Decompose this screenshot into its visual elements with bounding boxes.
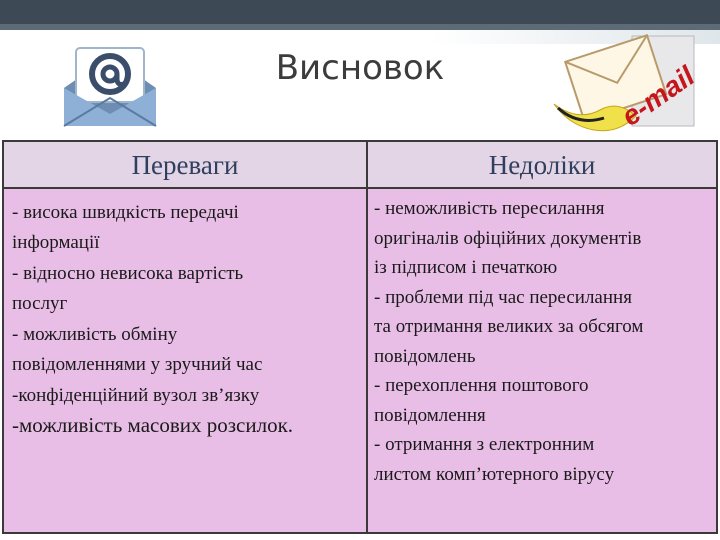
advantages-cell	[12, 198, 362, 440]
disadvantage-line: - проблеми під час пересилання	[374, 286, 632, 308]
disadvantage-line: оригіналів офіційних документів	[374, 227, 642, 249]
disadvantage-line: - отримання з електронним	[374, 434, 595, 455]
comparison-table	[2, 140, 718, 534]
disadvantages-cell	[374, 194, 714, 489]
disadvantage-line: повідомлення	[374, 404, 486, 426]
advantage-line: - відносно невисока вартість	[12, 263, 244, 284]
e-mail-envelope-icon	[548, 30, 700, 138]
e-mail-logo-text: e-mail	[615, 60, 700, 132]
advantage-line: - висока швидкість передачі	[12, 202, 239, 223]
advantage-line: послуг	[12, 292, 68, 314]
advantage-line: -можливість масових розсилок.	[12, 412, 294, 437]
disadvantage-line: - перехоплення поштового	[374, 375, 589, 396]
slide-title: Висновок	[275, 48, 445, 88]
disadvantage-line: із підписом і печаткою	[374, 257, 558, 278]
advantage-line: -конфіденційний вузол зв’язку	[12, 385, 260, 406]
disadvantage-line: повідомлень	[374, 345, 476, 367]
header-advantages: Переваги	[131, 150, 239, 180]
disadvantage-line: - неможливість пересилання	[374, 198, 605, 219]
disadvantage-line: листом комп’ютерного вірусу	[374, 463, 615, 485]
advantage-line: інформації	[12, 231, 100, 253]
table-header-row	[4, 142, 716, 189]
column-divider	[366, 142, 368, 532]
header-disadvantages: Недоліки	[488, 150, 596, 180]
advantage-line: - можливість обміну	[12, 324, 178, 345]
disadvantage-line: та отримання великих за обсягом	[374, 316, 644, 337]
advantage-line: повідомленнями у зручний час	[12, 353, 263, 375]
